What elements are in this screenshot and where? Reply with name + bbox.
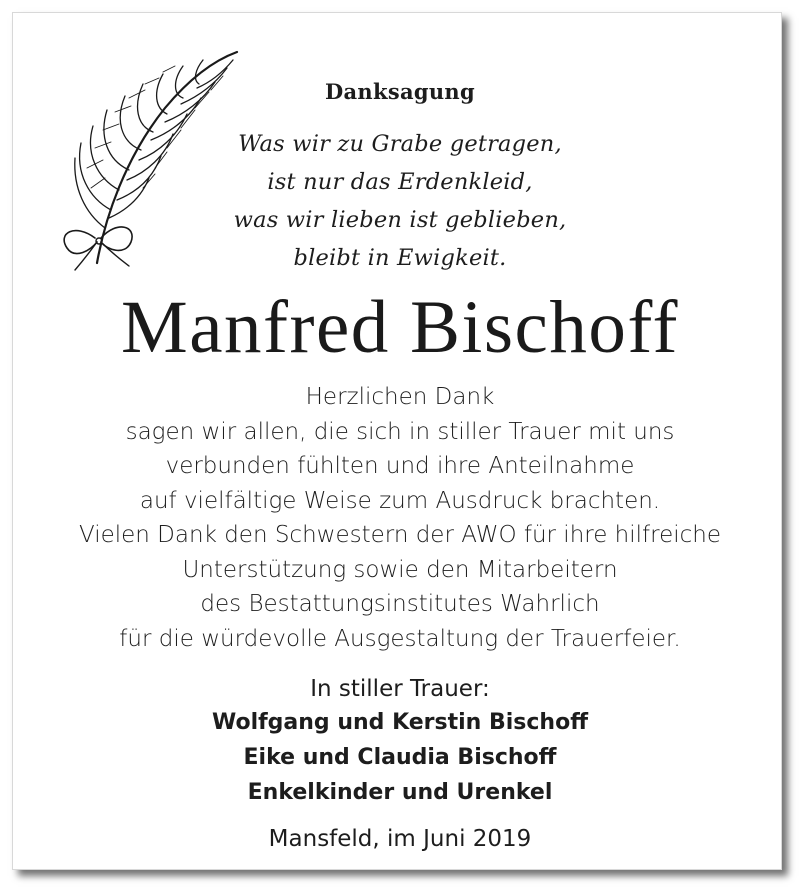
thanks-line: auf vielfältige Weise zum Ausdruck brachten. (139, 487, 661, 514)
thanks-line: für die würdevolle Ausgestaltung der Trauerfeier. (119, 625, 681, 652)
memorial-poem (0, 125, 800, 277)
poem-line: was wir lieben ist geblieben, (233, 207, 567, 233)
poem-line: Was wir zu Grabe getragen, (238, 131, 562, 157)
thanks-line: des Bestattungsinstitutes Wahrlich (200, 591, 600, 617)
signatories (0, 705, 800, 810)
place-date: Mansfeld, im Juni 2019 (268, 826, 532, 852)
thanks-line: Vielen Dank den Schwestern der AWO für ihre hilfreiche (78, 522, 721, 548)
signatory: Wolfgang und Kerstin Bischoff (211, 710, 589, 735)
signature-intro: In stiller Trauer: (310, 676, 490, 702)
thanks-line: sagen wir allen, die sich in stiller Trauer mit uns (125, 418, 675, 445)
thanks-line: Unterstützung sowie den Mitarbeitern (182, 556, 618, 583)
poem-line: ist nur das Erdenkleid, (267, 169, 533, 195)
notice-heading: Danksagung (325, 79, 475, 104)
thanks-text (0, 380, 800, 656)
thanks-line: Herzlichen Dank (305, 384, 495, 410)
poem-line: bleibt in Ewigkeit. (293, 245, 507, 271)
deceased-name: Manfred Bischoff (121, 286, 679, 369)
thanks-line: verbunden fühlten und ihre Anteilnahme (165, 453, 635, 479)
signatory: Eike und Claudia Bischoff (243, 745, 557, 770)
signatory: Enkelkinder und Urenkel (247, 780, 553, 805)
